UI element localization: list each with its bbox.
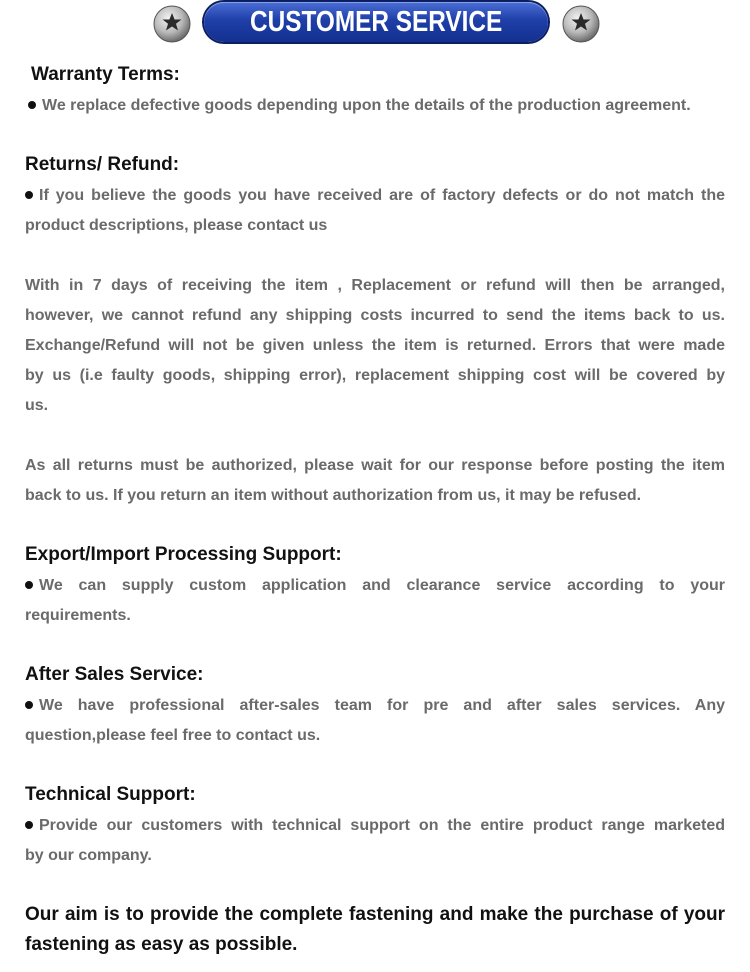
after-sales-heading: After Sales Service: xyxy=(25,664,204,685)
warranty-bullet-item xyxy=(28,96,728,116)
after-sales-line-2: question,please feel free to contact us. xyxy=(25,727,321,744)
returns-para1-line-4: by us (i.e faulty goods, shipping error), replacement shipping cost will be covered by xyxy=(25,367,725,384)
after-sales-bullet-item xyxy=(25,696,725,716)
returns-heading: Returns/ Refund: xyxy=(25,154,180,175)
aim-line-1: Our aim is to provide the complete fastening and make the purchase of your xyxy=(25,904,725,925)
customer-service-banner xyxy=(204,2,548,42)
screw-icon xyxy=(152,4,192,44)
export-line-1: We can supply custom application and clearance service according to your xyxy=(39,577,725,594)
returns-para2-line-2: back to us. If you return an item without authorization from us, it may be refused. xyxy=(25,487,642,504)
export-heading: Export/Import Processing Support: xyxy=(25,544,342,565)
export-bullet-item xyxy=(25,576,725,596)
bullet-icon xyxy=(25,581,33,589)
bullet-icon xyxy=(25,191,33,199)
warranty-text: We replace defective goods depending upon the details of the production agreement. xyxy=(42,97,691,114)
returns-bullet-line-1: If you believe the goods you have received are of factory defects or do not match the xyxy=(39,187,725,204)
technical-heading: Technical Support: xyxy=(25,784,196,805)
warranty-heading: Warranty Terms: xyxy=(31,64,180,85)
returns-bullet-item xyxy=(25,186,725,206)
banner-title: CUSTOMER SERVICE xyxy=(249,5,503,38)
bullet-icon xyxy=(25,821,33,829)
header xyxy=(0,0,750,48)
export-line-2: requirements. xyxy=(25,607,131,624)
returns-para1-line-1: With in 7 days of receiving the item , Replacement or refund will then be arranged, xyxy=(25,277,725,294)
technical-line-2: by our company. xyxy=(25,847,152,864)
bullet-icon xyxy=(28,101,36,109)
screw-icon xyxy=(561,4,601,44)
returns-para1-line-2: however, we cannot refund any shipping costs incurred to send the items back to us. xyxy=(25,307,725,324)
technical-line-1: Provide our customers with technical support on the entire product range marketed xyxy=(39,817,725,834)
returns-bullet-line-2: product descriptions, please contact us xyxy=(25,217,328,234)
after-sales-line-1: We have professional after-sales team for pre and after sales services. Any xyxy=(39,697,725,714)
returns-para2-line-1: As all returns must be authorized, please wait for our response before posting the item xyxy=(25,457,725,474)
bullet-icon xyxy=(25,701,33,709)
returns-para1-line-5: us. xyxy=(25,397,49,414)
returns-para1-line-3: Exchange/Refund will not be given unless the item is returned. Errors that were made xyxy=(25,337,725,354)
aim-line-2: fastening as easy as possible. xyxy=(25,934,298,955)
technical-bullet-item xyxy=(25,816,725,836)
